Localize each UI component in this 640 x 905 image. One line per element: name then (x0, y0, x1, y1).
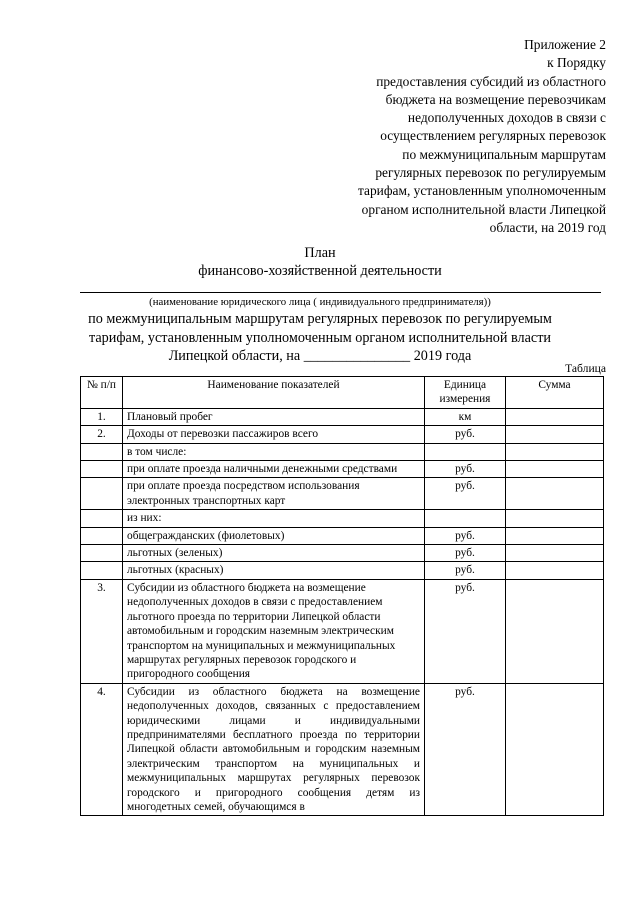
appendix-line: органом исполнительной власти Липецкой (361, 201, 606, 217)
row-unit (425, 443, 506, 460)
table-row (81, 562, 604, 579)
row-name: в том числе: (123, 443, 425, 460)
table-row (81, 510, 604, 527)
table-row (81, 443, 604, 460)
appendix-line: осуществлением регулярных перевозок (380, 128, 606, 144)
table-row (81, 461, 604, 478)
row-sum (506, 562, 604, 579)
table-row (81, 527, 604, 544)
row-unit: руб. (425, 562, 506, 579)
appendix-line: по межмуниципальным маршрутам (402, 146, 606, 162)
row-sum (506, 461, 604, 478)
row-name: Доходы от перевозки пассажиров всего (123, 426, 425, 443)
row-sum (506, 527, 604, 544)
row-name: Плановый пробег (123, 408, 425, 425)
table-row (81, 545, 604, 562)
row-num (81, 527, 123, 544)
plan-subtitle: финансово-хозяйственной деятельности (198, 263, 442, 279)
row-num: 3. (81, 579, 123, 683)
row-unit: руб. (425, 461, 506, 478)
row-name: из них: (123, 510, 425, 527)
row-sum (506, 408, 604, 425)
appendix-line: предоставления субсидий из областного (376, 73, 606, 89)
row-num (81, 461, 123, 478)
row-num (81, 443, 123, 460)
row-sum (506, 426, 604, 443)
row-unit: руб. (425, 579, 506, 683)
plan-title: План (304, 245, 336, 261)
row-num: 1. (81, 408, 123, 425)
route-description (0, 310, 640, 366)
appendix-header (316, 36, 606, 237)
row-unit: руб. (425, 545, 506, 562)
row-name: общегражданских (фиолетовых) (123, 527, 425, 544)
row-unit: км (425, 408, 506, 425)
row-name: при оплате проезда наличными денежными средствами (123, 461, 425, 478)
row-unit: руб. (425, 478, 506, 510)
row-name: льготных (красных) (123, 562, 425, 579)
row-sum (506, 443, 604, 460)
table-header-row (81, 377, 604, 409)
row-sum (506, 545, 604, 562)
header-unit: Единица измерения (425, 377, 506, 409)
row-num (81, 510, 123, 527)
header-num: № п/п (81, 377, 123, 409)
table-row (81, 408, 604, 425)
table-row (81, 579, 604, 683)
row-num (81, 478, 123, 510)
header-name: Наименование показателей (123, 377, 425, 409)
appendix-line: области, на 2019 год (489, 219, 606, 235)
row-num (81, 562, 123, 579)
appendix-line: к Порядку (547, 55, 606, 71)
appendix-line: Приложение 2 (524, 37, 606, 52)
table-row (81, 478, 604, 510)
org-name-underline (80, 292, 601, 293)
row-sum (506, 579, 604, 683)
row-unit (425, 510, 506, 527)
route-description-line: по межмуниципальным маршрутам регулярных перевозок по регулируемым (88, 311, 552, 327)
row-sum (506, 510, 604, 527)
row-name: при оплате проезда посредством использования электронных транспортных карт (123, 478, 425, 510)
row-num: 2. (81, 426, 123, 443)
header-sum: Сумма (506, 377, 604, 409)
table-caption: Таблица (565, 362, 606, 375)
route-description-line: тарифам, установленным уполномоченным органом исполнительной власти (88, 329, 551, 346)
row-sum (506, 478, 604, 510)
row-unit: руб. (425, 527, 506, 544)
row-num (81, 545, 123, 562)
row-unit: руб. (425, 683, 506, 816)
appendix-line: тарифам, установленным уполномоченным (358, 183, 606, 199)
table-row (81, 683, 604, 816)
appendix-line: недополученных доходов в связи с (407, 110, 606, 126)
table-row (81, 426, 604, 443)
row-sum (506, 683, 604, 816)
indicators-table (80, 376, 604, 816)
appendix-line: бюджета на возмещение перевозчикам (385, 91, 606, 107)
appendix-line: регулярных перевозок по регулируемым (375, 165, 606, 181)
row-name: Субсидии из областного бюджета на возмещение недополученных доходов в связи с предоставлением льготного проезда по территории Липецкой области автомобильным и городским наземным электрическим транспортом на муниципальных и межмуниципальных маршрутах регулярных перевозок городского и пригородного сообщения (123, 579, 425, 683)
row-num: 4. (81, 683, 123, 816)
org-name-caption: (наименование юридического лица ( индивидуального предпринимателя)) (149, 296, 491, 308)
row-name: льготных (зеленых) (123, 545, 425, 562)
row-name: Субсидии из областного бюджета на возмещение недополученных доходов, связанных с предоставлением юридическими лицами и индивидуальными предпринимателями бесплатного проезда по территории Липецкой области автомобильным и городским наземным электрическим транспортом на муниципальных и межмуниципальных маршрутах регулярных перевозок городского и пригородного сообщения детям из многодетных семей, обучающимся в (123, 683, 425, 816)
row-unit: руб. (425, 426, 506, 443)
route-description-line: Липецкой области, на _______________ 2019 года (168, 348, 472, 364)
